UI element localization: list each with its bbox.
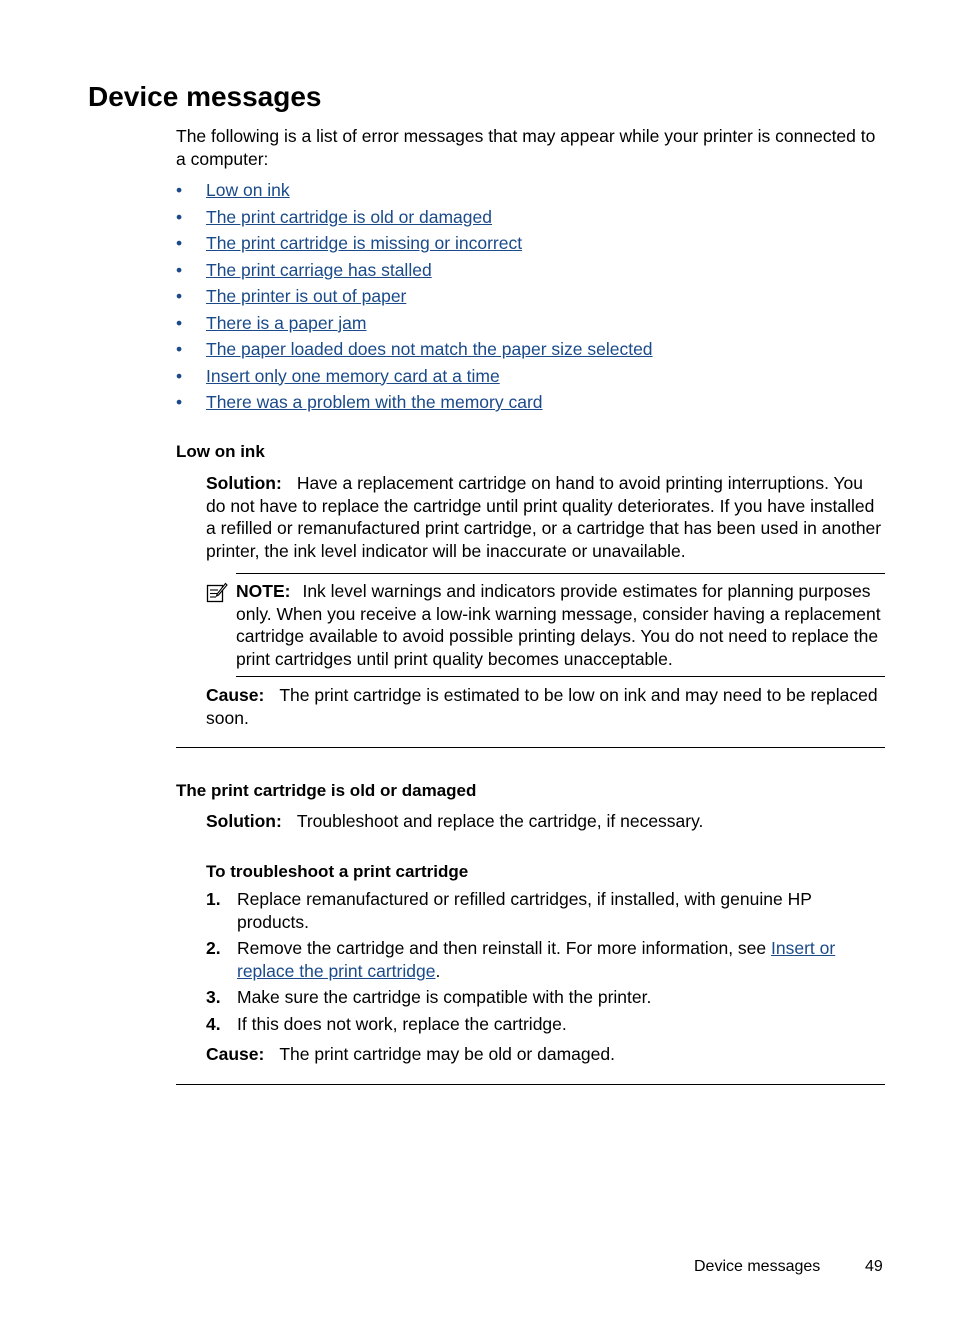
link-memory-card-problem[interactable]: There was a problem with the memory card: [206, 392, 543, 412]
section-divider: [176, 1084, 885, 1085]
bullet: •: [176, 286, 183, 306]
note-text-block: [236, 580, 886, 670]
list-item: [176, 257, 653, 284]
solution-label: Solution:: [206, 811, 282, 831]
link-cartridge-missing-incorrect[interactable]: The print cartridge is missing or incorrect: [206, 233, 523, 253]
step-text: Remove the cartridge and then reinstall it. For more information, see: [237, 938, 771, 958]
cause-text: The print cartridge may be old or damaged.: [279, 1044, 615, 1064]
solution-text: Have a replacement cartridge on hand to avoid printing interruptions. You do not have to replace the cartridge until print quality deteriorates. If you have installed a refilled or remanufactured print cartridge, or a cartridge that has been used in another printer, the ink level indicator will be inaccurate or unavailable.: [206, 473, 882, 561]
bullet: •: [176, 312, 183, 333]
note-bottom-rule: [236, 676, 885, 677]
step-number: 2.: [206, 938, 221, 958]
cause-label: Cause:: [206, 685, 265, 705]
bullet: •: [176, 339, 183, 359]
list-item: [176, 177, 653, 204]
bullet: •: [176, 259, 183, 280]
section-heading-low-on-ink: Low on ink: [176, 442, 265, 461]
procedure-heading: To troubleshoot a print cartridge: [206, 862, 469, 881]
list-item: [176, 230, 653, 257]
section-divider: [176, 747, 885, 748]
list-item: [176, 204, 653, 231]
step-text: Make sure the cartridge is compatible with the printer.: [237, 987, 652, 1007]
step-number: 4.: [206, 1013, 221, 1034]
link-cartridge-old-damaged[interactable]: The print cartridge is old or damaged: [206, 206, 492, 227]
intro-paragraph: The following is a list of error messages that may appear while your printer is connected to a computer:: [176, 126, 876, 169]
page-title: Device messages: [88, 81, 322, 112]
step-number: 1.: [206, 889, 221, 909]
section-heading-old-damaged: The print cartridge is old or damaged: [176, 781, 477, 800]
list-item: [176, 336, 653, 363]
link-insert-replace-cartridge[interactable]: Insert or replace the print cartridge: [237, 938, 836, 981]
link-paper-jam[interactable]: There is a paper jam: [206, 312, 367, 333]
list-item: [176, 363, 653, 390]
step-number: 3.: [206, 987, 221, 1007]
footer-page-number: 49: [865, 1258, 883, 1275]
list-item: [206, 1013, 886, 1036]
cause-label: Cause:: [206, 1044, 265, 1064]
low-ink-cause: [206, 684, 886, 729]
bullet: •: [176, 233, 183, 253]
link-out-of-paper[interactable]: The printer is out of paper: [206, 286, 407, 306]
bullet: •: [176, 206, 183, 227]
step-text-tail: .: [435, 960, 441, 981]
bullet: •: [176, 180, 183, 200]
list-item: [176, 283, 653, 310]
cause-text: The print cartridge is estimated to be low on ink and may need to be replaced soon.: [206, 685, 878, 728]
note-label: NOTE:: [236, 581, 291, 601]
troubleshoot-steps: [206, 888, 886, 1035]
list-item: [176, 389, 653, 416]
message-list: [176, 177, 653, 416]
note-top-rule: [236, 573, 885, 574]
link-carriage-stalled[interactable]: The print carriage has stalled: [206, 259, 432, 280]
note-text: Ink level warnings and indicators provide estimates for planning purposes only. When you receive a low-ink warning message, consider having a replacement cartridge available to avoid possible printing delays. You do not need to replace the print cartridges until print quality becomes unacceptable.: [236, 581, 881, 669]
solution-text: Troubleshoot and replace the cartridge, if necessary.: [296, 811, 704, 831]
old-damaged-cause: [206, 1043, 886, 1066]
note-pad-icon: [206, 582, 228, 604]
step-text: If this does not work, replace the cartridge.: [237, 1013, 567, 1034]
list-item: [176, 310, 653, 337]
list-item: [206, 937, 886, 982]
old-damaged-solution: [206, 810, 886, 833]
link-low-on-ink[interactable]: Low on ink: [206, 180, 290, 200]
solution-label: Solution:: [206, 473, 282, 493]
bullet: •: [176, 392, 183, 412]
link-one-memory-card[interactable]: Insert only one memory card at a time: [206, 365, 500, 386]
link-paper-size-mismatch[interactable]: The paper loaded does not match the paper size selected: [206, 339, 653, 359]
low-ink-solution: [206, 472, 886, 562]
list-item: [206, 888, 886, 933]
list-item: [206, 986, 886, 1009]
footer-section-title: Device messages: [694, 1258, 821, 1275]
step-text: Replace remanufactured or refilled cartridges, if installed, with genuine HP products.: [237, 889, 812, 932]
bullet: •: [176, 365, 183, 386]
